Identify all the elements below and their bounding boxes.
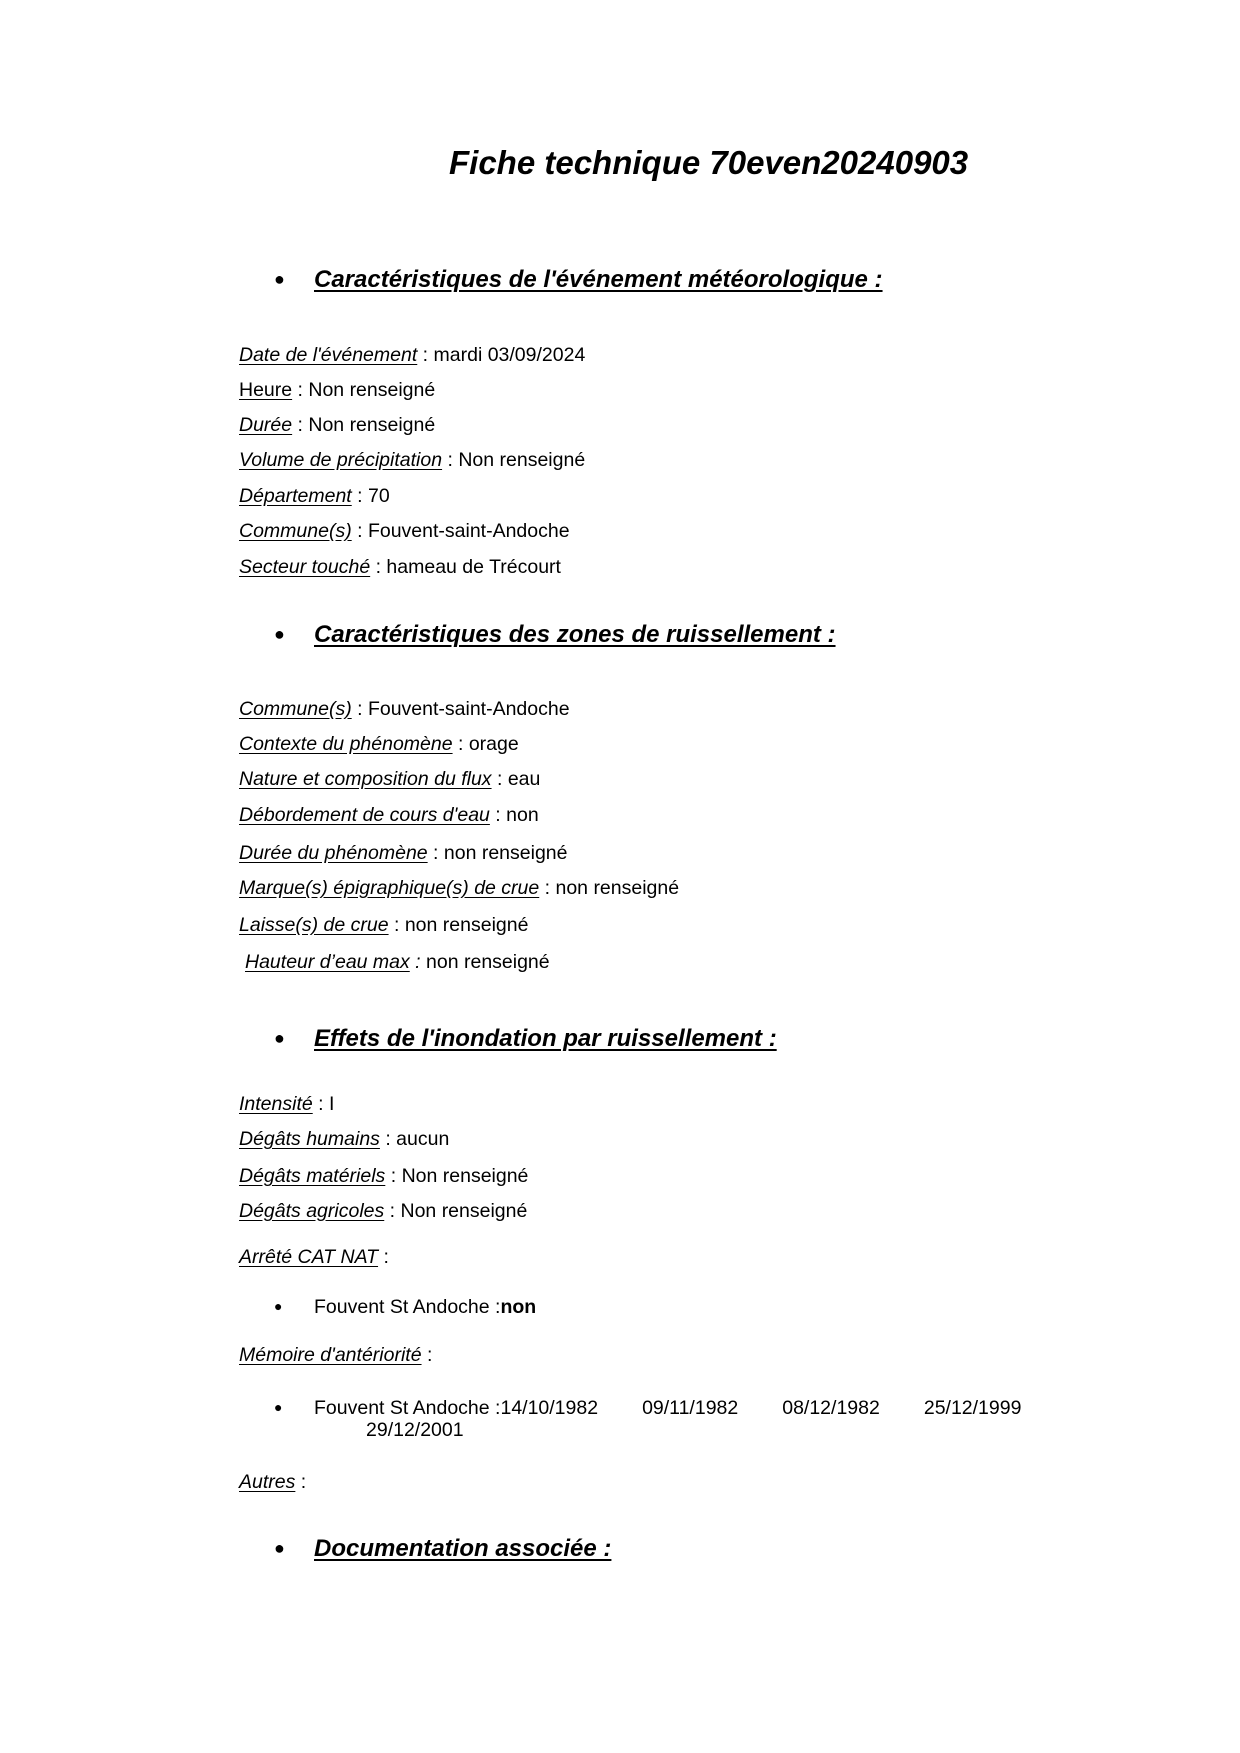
cat-nat-list-item [274, 1294, 536, 1319]
memoire-date: 08/12/1982 [782, 1397, 880, 1419]
bullet-icon: ● [274, 1028, 285, 1048]
bullet-icon: ● [274, 624, 285, 644]
document-title: Fiche technique 70even20240903 [449, 144, 969, 181]
field-hauteur-eau-max [240, 950, 550, 974]
field-label: Volume de précipitation [239, 449, 443, 471]
memoire-date: 25/12/1999 [923, 1397, 1022, 1419]
field-separator: : [295, 1471, 307, 1493]
field-value: : mardi 03/09/2024 [417, 344, 586, 366]
field-communes-zone [239, 697, 570, 721]
field-intensite [239, 1092, 334, 1116]
field-label: Laisse(s) de crue [239, 914, 389, 936]
field-departement [239, 484, 390, 508]
field-value: : Fouvent-saint-Andoche [351, 698, 570, 720]
memoire-date: 14/10/1982 [500, 1397, 599, 1419]
field-label: Dégâts matériels [239, 1165, 386, 1187]
memoire-list-item [274, 1395, 1021, 1420]
field-value: : Non renseigné [442, 449, 586, 471]
bullet-icon: ● [274, 1538, 285, 1558]
field-value: : non renseigné [539, 877, 680, 899]
field-marques-epigraphiques [239, 876, 679, 900]
field-value: non renseigné [420, 951, 550, 973]
field-value: : aucun [379, 1128, 450, 1150]
field-communes [239, 519, 570, 543]
memoire-date: 09/11/1982 [642, 1397, 739, 1419]
field-value: : I [312, 1093, 335, 1115]
field-label: Débordement de cours d'eau [239, 804, 490, 826]
section-heading-text: Effets de l'inondation par ruissellement : [314, 1025, 777, 1052]
bullet-icon: ● [274, 1399, 283, 1415]
section-heading-text: Caractéristiques des zones de ruissellement : [314, 621, 836, 648]
field-separator: : [421, 1344, 433, 1366]
field-value: : 70 [351, 485, 390, 507]
field-value: : orage [452, 733, 519, 755]
field-label: Date de l'événement [239, 344, 418, 366]
field-label: Marque(s) épigraphique(s) de crue [239, 877, 540, 899]
field-value: : Non renseigné [385, 1165, 529, 1187]
memoire-date: 29/12/2001 [366, 1419, 464, 1441]
field-label: Commune(s) [239, 698, 352, 720]
field-label: Intensité [239, 1093, 313, 1115]
field-degats-agricoles [239, 1199, 527, 1223]
field-value: : Non renseigné [292, 379, 436, 401]
section-heading-meteo [274, 264, 883, 295]
field-label: Durée du phénomène [239, 842, 428, 864]
memoire-date-continuation [366, 1418, 464, 1442]
bullet-icon: ● [274, 269, 285, 289]
section-heading-ruissellement [274, 619, 836, 650]
field-autres [239, 1470, 306, 1494]
field-value: : Non renseigné [384, 1200, 528, 1222]
section-heading-documentation [274, 1533, 611, 1564]
field-nature-flux [239, 767, 540, 791]
field-label: Dégâts humains [239, 1128, 380, 1150]
field-date [239, 343, 585, 367]
field-label: Durée [239, 414, 293, 436]
field-separator: : [409, 951, 421, 973]
field-arrete-cat-nat [239, 1245, 389, 1269]
field-label: Dégâts agricoles [239, 1200, 385, 1222]
field-value: : eau [491, 768, 541, 790]
field-value: : non renseigné [388, 914, 529, 936]
field-label: Hauteur d’eau max [245, 951, 410, 973]
field-value: : hameau de Trécourt [370, 556, 561, 578]
field-label: Autres [239, 1471, 296, 1493]
field-degats-materiels [239, 1164, 528, 1188]
bullet-icon: ● [274, 1298, 283, 1314]
field-separator: : [378, 1246, 389, 1268]
field-label: Département [239, 485, 352, 507]
field-debordement [239, 803, 539, 827]
field-label: Arrêté CAT NAT [239, 1246, 379, 1268]
field-contexte [239, 732, 519, 756]
cat-nat-value: non [500, 1296, 537, 1318]
field-value: : non [489, 804, 539, 826]
memoire-commune: Fouvent St Andoche : [314, 1397, 501, 1419]
section-heading-text: Documentation associée : [314, 1535, 612, 1562]
field-label: Nature et composition du flux [239, 768, 492, 790]
field-duree [239, 413, 435, 437]
field-secteur-touche [239, 555, 561, 579]
field-heure [239, 378, 435, 402]
cat-nat-commune: Fouvent St Andoche : [314, 1296, 501, 1318]
field-memoire-anteriorite [239, 1343, 432, 1367]
field-value: : Non renseigné [292, 414, 436, 436]
field-duree-phenomene [239, 841, 568, 865]
field-label: Heure [239, 379, 293, 401]
field-label: Secteur touché [239, 556, 371, 578]
field-degats-humains [239, 1127, 449, 1151]
field-value: : non renseigné [427, 842, 568, 864]
field-volume-precipitation [239, 448, 585, 472]
field-label: Commune(s) [239, 520, 352, 542]
field-laisses-crue [239, 913, 528, 937]
section-heading-effets [274, 1023, 777, 1054]
field-value: : Fouvent-saint-Andoche [351, 520, 570, 542]
section-heading-text: Caractéristiques de l'événement météorologique : [314, 266, 883, 293]
field-label: Mémoire d'antériorité [239, 1344, 422, 1366]
field-label: Contexte du phénomène [239, 733, 453, 755]
